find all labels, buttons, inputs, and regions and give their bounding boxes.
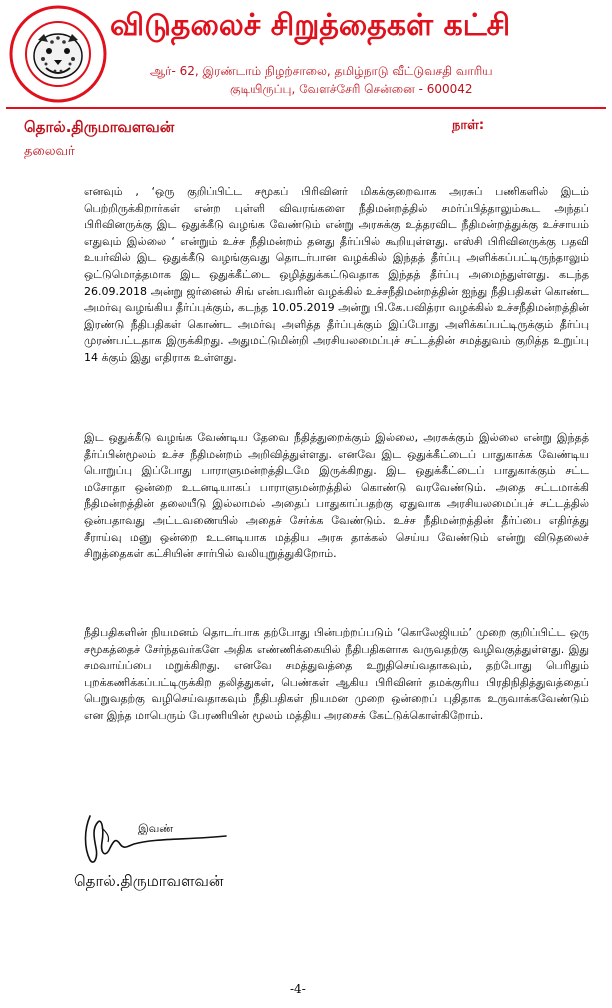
date-label: நாள்:: [452, 118, 485, 133]
signature: [76, 808, 246, 868]
party-logo: [8, 4, 108, 104]
page-number: -4-: [290, 982, 306, 996]
leader-name: தொல்.திருமாவளவன்: [24, 118, 175, 136]
leader-title: தலைவர்: [24, 144, 75, 159]
header-divider: [6, 107, 606, 109]
address-line-2: குடியிருப்பு, வேளச்சேரி சென்னை - 600042: [230, 82, 473, 96]
leopard-logo-icon: [8, 4, 108, 104]
organization-name: விடுதலைச் சிறுத்தைகள் கட்சி: [110, 8, 511, 43]
body-paragraph: இட ஒதுக்கீடு வழங்க வேண்டிய தேவை நீதித்துறைக்கும் இல்லை, அரசுக்கும் இல்லை என்று இந்தத் தீர்ப்பின்மூலம் உச்ச நீதிமன்றம் அறிவித்துள்ளது. எனவே இட ஒதுக்கீட்டைப் பாதுகாக்க வேண்டிய பொறுப்பு இப்போது பாராளுமன்றத்திடமே இருக்கிறது. இட ஒதுக்கீட்டைப் பாதுகாக்கும் சட்ட மசோதா ஒன்றை உடனடியாகப் பாராளுமன்றத்தில் கொண்டு வரவேண்டும். அதை சட்டமாக்கி நீதிமன்றத்தின் தலையீடு இல்லாமல் அதைப் பாதுகாப்பதற்கு ஏதுவாக அரசியலமைப்புச் சட்டத்தில் ஒன்பதாவது அட்டவணையில் அதைச் சேர்க்க வேண்டும். உச்ச நீதிமன்றத்தின் தீர்ப்பை எதிர்த்து சீராய்வு மனு ஒன்றை உடனடியாக மத்திய அரசு தாக்கல் செய்ய வேண்டும் என்று விடுதலைச் சிறுத்தைகள் கட்சியின் சார்பில் வலியுறுத்துகிறோம்.: [84, 431, 589, 561]
body-paragraph: நீதிபதிகளின் நியமனம் தொடர்பாக தற்போது பின்பற்றப்படும் ‘கொலேஜியம்’ முறை குறிப்பிட்ட ஒரு சமூகத்தைச் சேர்ந்தவர்களே அதிக எண்ணிக்கையில் நீதிபதிகளாக வருவதற்கு வழிவகுத்துள்ளது. இது சமவாய்ப்பை மறுக்கிறது. எனவே சமத்துவத்தை உறுதிசெய்வதாகவும், தற்போது பெரிதும் புறக்கணிக்கப்பட்டிருக்கிற தலித்துகள், பெண்கள் ஆகிய பிரிவினர் தமக்குரிய பிரதிநிதித்துவத்தைப் பெறுவதற்கு வழிசெய்வதாகவும் நீதிபதிகள் நியமன முறை ஒன்றைப் புதிதாக உருவாக்கவேண்டும் என இந்த மாபெரும் பேரணியின் மூலம் மத்திய அரசைக் கேட்டுக்கொள்கிறோம்.: [84, 626, 589, 722]
signatory-name: தொல்.திருமாவளவன்: [74, 872, 224, 890]
handwritten-signature-icon: [76, 808, 246, 868]
address-line-1: ஆர்- 62, இரண்டாம் நிழற்சாலை, தமிழ்நாடு வீட்டுவசதி வாரிய: [150, 64, 493, 78]
body-paragraph: எனவும் , ‘ஒரு குறிப்பிட்ட சமூகப் பிரிவினர் மிகக்குறைவாக அரசுப் பணிகளில் இடம் பெற்றிருக்கிறார்கள் என்ற புள்ளி விவரங்களை நீதிமன்றத்தில் சமர்ப்பித்தாலும்கூட அந்தப் பிரிவினருக்கு இட ஒதுக்கீடு வழங்க வேண்டும் என்று அரசுக்கு உத்தரவிட நீதிமன்றத்துக்கு உச்சாயம் எதுவும் இல்லை ‘ என்றும் உச்ச நீதிமன்றம் தனது தீர்ப்பில் கூறியுள்ளது. எஸ்சி பிரிவினருக்கு பதவி உயர்வில் இட ஒதுக்கீடு வழங்குவது தொடர்பான வழக்கில் இந்தத் தீர்ப்பு அளிக்கப்பட்டிருந்தாலும் ஒட்டுமொத்தமாக இட ஒதுக்கீட்டை ஒழித்துக்கட்டுவதாக இந்தத் தீர்ப்பு அமைந்துள்ளது. கடந்த 26.09.2018 அன்று ஜர்னைல் சிங் என்பவரின் வழக்கில் உச்சநீதிமன்றத்தின் ஐந்து நீதிபதிகள் கொண்ட அமர்வு வழங்கிய தீர்ப்புக்கும், கடந்த 10.05.2019 அன்று பி.கே.பவித்ரா வழக்கில் உச்சநீதிமன்றத்தின் இரண்டு நீதிபதிகள் கொண்ட அமர்வு அளித்த தீர்ப்புக்கும் இப்போது அளிக்கப்பட்டிருக்கும் தீர்ப்பு முரண்பட்டதாக இருக்கிறது. அதுமட்டுமின்றி அரசியலமைப்புச் சட்டத்தின் சமத்துவம் குறித்த உறுப்பு 14 க்கும் இது எதிராக உள்ளது.: [84, 185, 589, 364]
signature-label: இவண்: [138, 822, 174, 835]
